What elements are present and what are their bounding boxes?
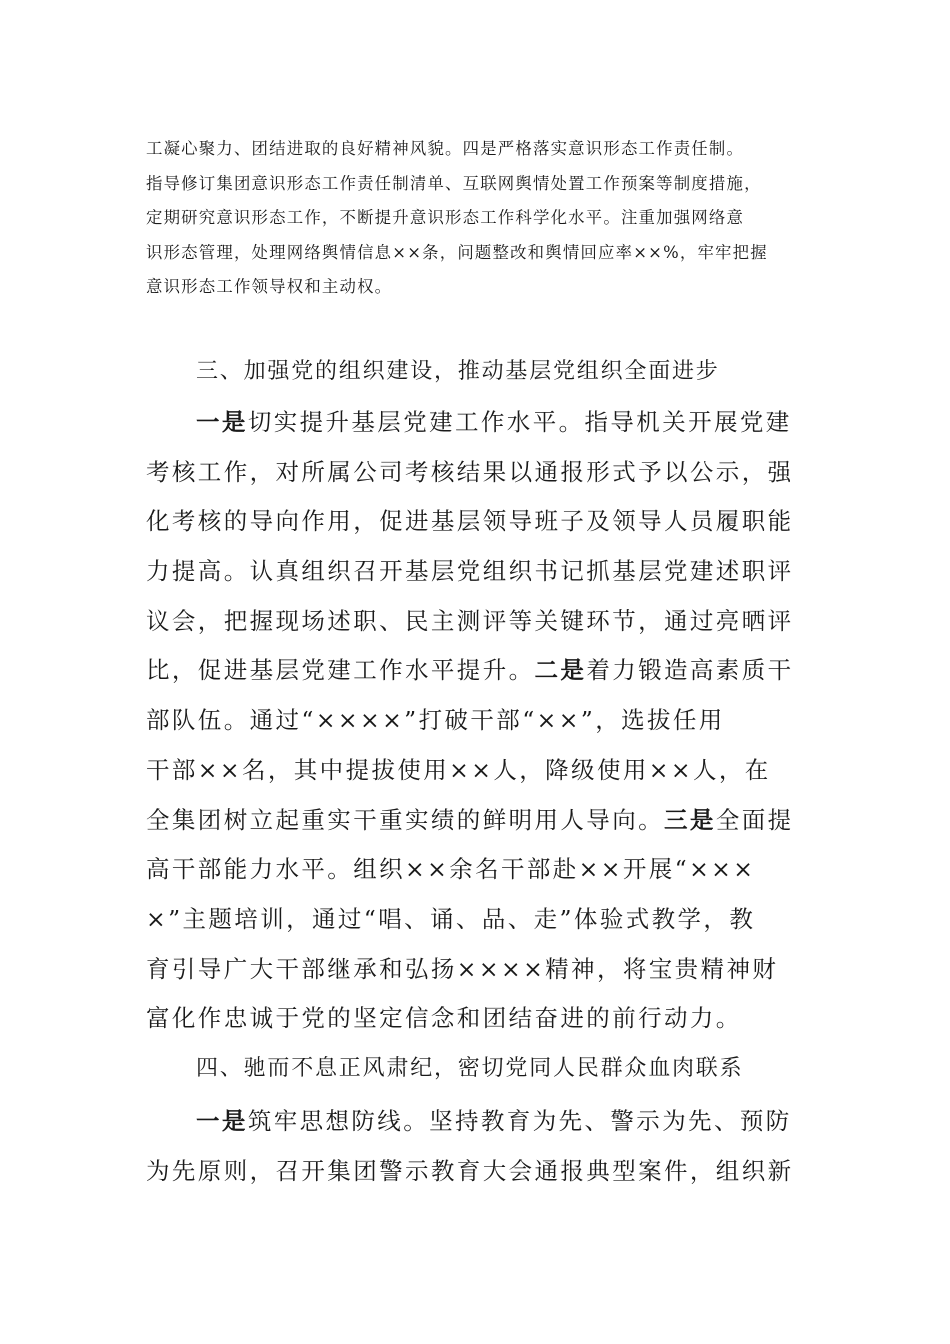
section-4-heading: 四、驰而不息正风肃纪，密切党同人民群众血肉联系 [196,1056,744,1081]
paragraph-line: 育引导广大干部继承和弘扬××××精神，将宝贵精神财 [146,954,779,983]
paragraph-line: 指导修订集团意识形态工作责任制清单、互联网舆情处置工作预案等制度措施， [146,173,762,193]
paragraph-line: 部队伍。通过“××××”打破干部“××”，选拔任用 [146,706,725,735]
section-4-body [146,1097,794,1196]
emphasis-lead: 二是 [534,656,587,685]
paragraph-line [146,646,794,696]
paragraph-line: ×”主题培训，通过“唱、诵、品、走”体验式教学，教 [146,904,756,933]
top-paragraph [146,132,806,305]
paragraph-line [146,796,794,846]
emphasis-lead: 一是 [196,1107,248,1135]
text-run: 着力锻造高素质干 [586,656,794,685]
section-3-body [146,398,794,1044]
emphasis-lead: 一是 [196,408,248,436]
paragraph-line: 高干部能力水平。组织××余名干部赴××开展“××× [146,855,756,884]
paragraph-line: 富化作忠诚于党的坚定信念和团结奋进的前行动力。 [146,1004,742,1033]
paragraph-line: 意识形态工作领导权和主动权。 [146,277,393,296]
emphasis-lead: 三是 [664,805,716,834]
paragraph-line [146,1097,792,1147]
text-run: 全面提 [715,805,794,834]
text-run: 全集团树立起重实干重实绩的鲜明用人导向。 [146,805,664,834]
section-3-heading: 三、加强党的组织建设，推动基层党组织全面进步 [196,359,720,384]
paragraph-line: 考核工作，对所属公司考核结果以通报形式予以公示，强 [146,457,794,486]
paragraph-line [146,398,792,448]
paragraph-line: 定期研究意识形态工作，不断提升意识形态工作科学化水平。注重加强网络意 [146,208,745,227]
paragraph-line: 化考核的导向作用，促进基层领导班子及领导人员履职能 [146,507,794,536]
paragraph-line: 干部××名，其中提拔使用××人，降级使用××人，在 [146,755,771,784]
paragraph-line: 识形态管理，处理网络舆情信息××条，问题整改和舆情回应率××%，牢牢把握 [146,242,768,262]
text-run: 比，促进基层党建工作水平提升。 [146,656,535,685]
paragraph-line: 议会，把握现场述职、民主测评等关键环节，通过亮晒评 [146,606,794,635]
paragraph-line: 力提高。认真组织召开基层党组织书记抓基层党建述职评 [146,557,794,586]
text-run: 筑牢思想防线。坚持教育为先、警示为先、预防 [247,1107,792,1135]
text-run: 切实提升基层党建工作水平。指导机关开展党建 [247,408,792,436]
paragraph-line: 为先原则，召开集团警示教育大会通报典型案件，组织新 [146,1156,794,1185]
paragraph-line: 工凝心聚力、团结进取的良好精神风貌。四是严格落实意识形态工作责任制。 [146,139,745,158]
